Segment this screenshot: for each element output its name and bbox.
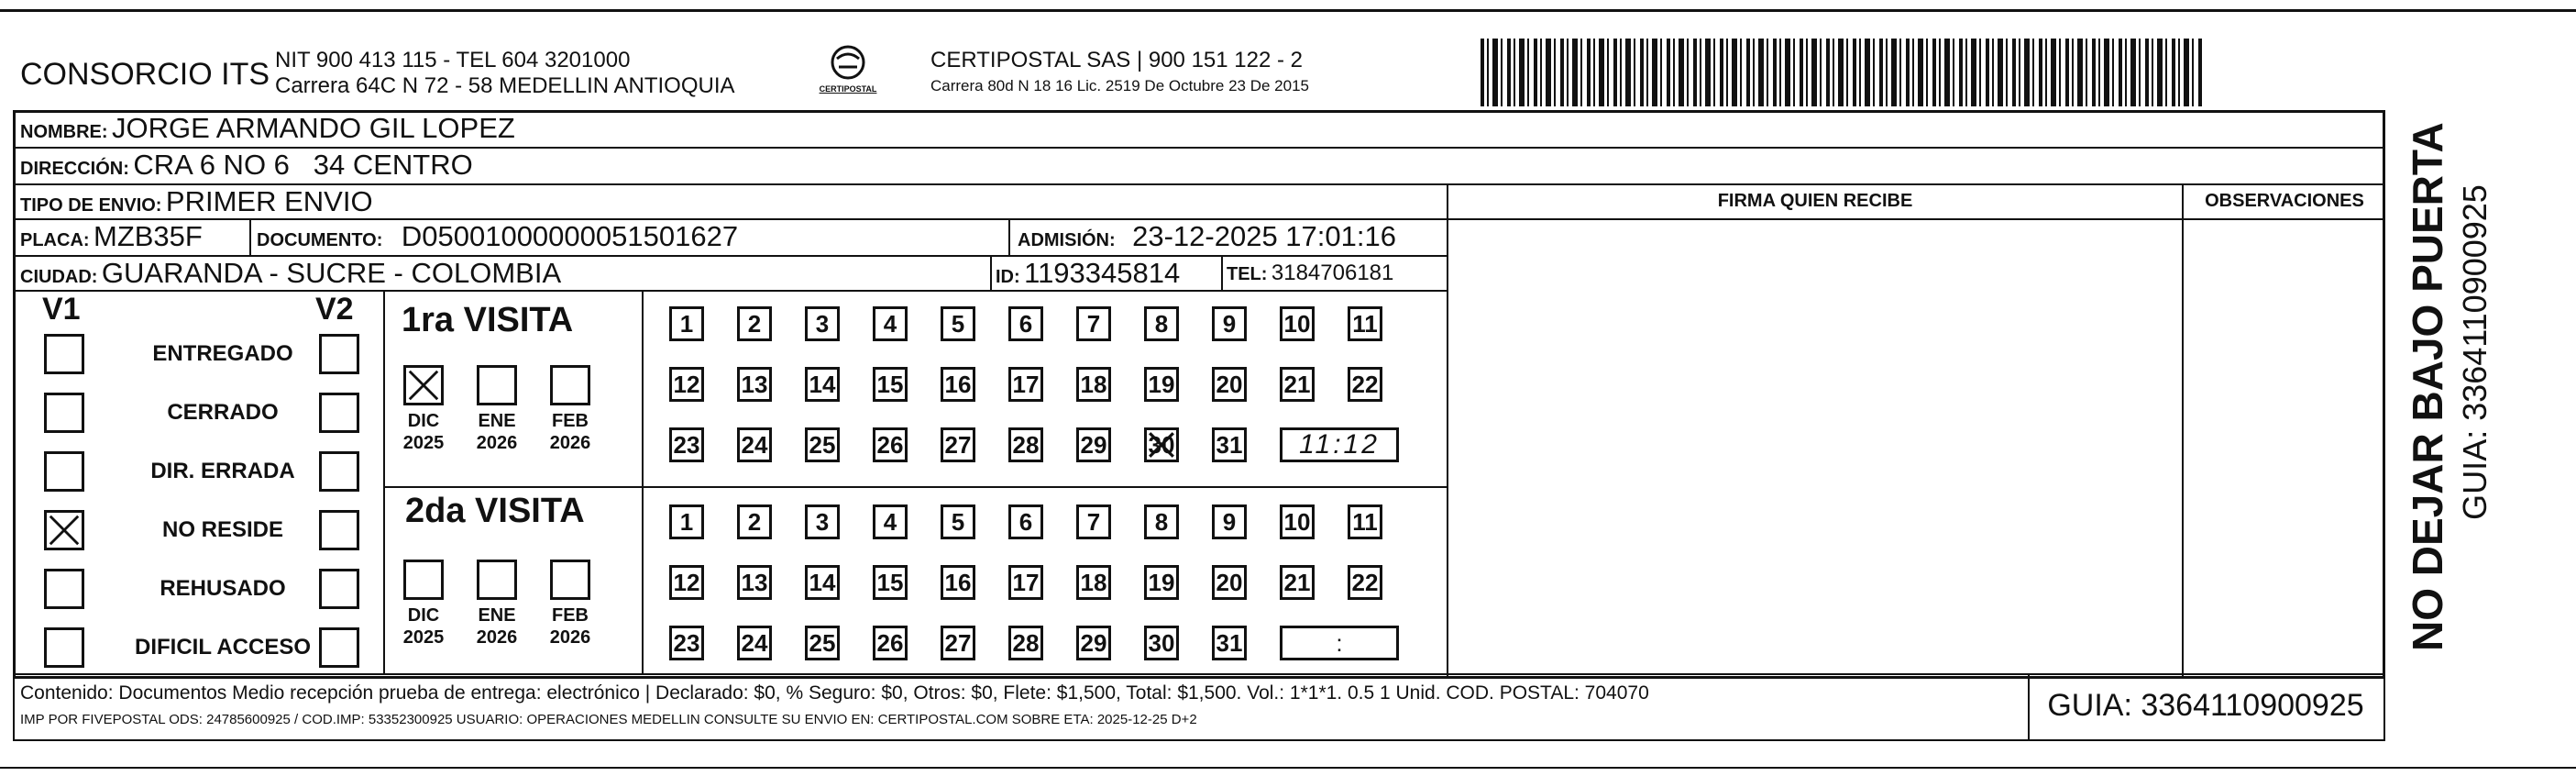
- v2-checkbox[interactable]: [319, 627, 359, 668]
- day-number: 15: [876, 371, 904, 398]
- tel-field: [1227, 261, 1393, 286]
- firma-header: FIRMA QUIEN RECIBE: [1717, 191, 1913, 211]
- v1-checkbox[interactable]: [44, 627, 84, 668]
- company-name: CONSORCIO ITS: [20, 57, 270, 92]
- barcode: [1481, 39, 2205, 106]
- status-label: REHUSADO: [160, 576, 286, 601]
- year-label: 2025: [402, 627, 445, 648]
- year-label: 2026: [549, 433, 591, 453]
- day-number: 12: [673, 569, 700, 596]
- id-label: ID:: [996, 267, 1020, 287]
- first-visit-day[interactable]: [1144, 427, 1179, 462]
- side-guia: GUIA: 3364110900925: [2456, 184, 2493, 520]
- nombre-label: NOMBRE:: [20, 122, 108, 142]
- first-visit-title: 1ra VISITA: [402, 301, 574, 339]
- nombre-field: [20, 112, 515, 145]
- second-visit-day[interactable]: [737, 565, 772, 600]
- day-number: 22: [1351, 371, 1379, 398]
- day-number: 12: [673, 371, 700, 398]
- day-number: 24: [741, 431, 768, 459]
- day-number: 26: [876, 431, 904, 459]
- first-visit-month-checkbox[interactable]: [477, 365, 517, 405]
- second-visit-day[interactable]: [1212, 626, 1247, 660]
- row-line: [13, 290, 1447, 292]
- status-label: DIFICIL ACCESO: [134, 635, 311, 660]
- day-number: 19: [1148, 371, 1175, 398]
- observaciones-header: OBSERVACIONES: [2205, 191, 2364, 211]
- second-visit-day[interactable]: [1280, 504, 1315, 539]
- first-visit-day[interactable]: [1212, 427, 1247, 462]
- second-visit-day[interactable]: [737, 504, 772, 539]
- x-mark-icon: [1147, 430, 1176, 460]
- courier-line1: CERTIPOSTAL SAS | 900 151 122 - 2: [930, 48, 1303, 72]
- v1-checkbox[interactable]: [44, 510, 84, 550]
- v1-checkbox[interactable]: [44, 393, 84, 433]
- month-label: FEB: [552, 411, 589, 431]
- courier-logo-icon: [807, 40, 889, 105]
- first-visit-day[interactable]: [941, 306, 975, 341]
- placa-label: PLACA:: [20, 230, 90, 250]
- col-line: [1008, 218, 1010, 255]
- col-line: [249, 218, 251, 255]
- courier-logo: [807, 40, 889, 105]
- status-label: ENTREGADO: [152, 341, 293, 366]
- day-number: 5: [951, 508, 965, 536]
- second-visit-month-checkbox[interactable]: [477, 560, 517, 600]
- tipo-field: [20, 185, 373, 218]
- second-visit-day[interactable]: [1076, 565, 1111, 600]
- second-visit-day[interactable]: [1144, 626, 1179, 660]
- month-label: ENE: [478, 605, 516, 626]
- tel-value: 3184706181: [1271, 261, 1394, 285]
- nombre-value: JORGE ARMANDO GIL LOPEZ: [112, 112, 515, 144]
- footer-print-line: IMP POR FIVEPOSTAL ODS: 24785600925 / COD.IMP: 53352300925 USUARIO: OPERACIONES MEDELLIN CONSULTE SU ENVIO EN: CERTIPOSTAL.COM SOBRE ETA: 2025-12-25 D+2: [20, 712, 1197, 727]
- col-line: [383, 290, 385, 673]
- day-number: 29: [1080, 629, 1107, 657]
- day-number: 13: [741, 371, 768, 398]
- second-visit-day[interactable]: [1144, 565, 1179, 600]
- day-number: 6: [1018, 508, 1033, 536]
- day-number: 10: [1283, 508, 1311, 536]
- first-visit-day[interactable]: [1076, 367, 1111, 402]
- v2-checkbox[interactable]: [319, 393, 359, 433]
- first-visit-day[interactable]: [873, 427, 908, 462]
- col-line: [990, 255, 992, 290]
- day-number: 3: [815, 508, 830, 536]
- col-line: [1221, 255, 1223, 290]
- day-number: 31: [1216, 431, 1243, 459]
- documento-value: D05001000000051501627: [401, 220, 739, 252]
- second-visit-day[interactable]: [805, 626, 840, 660]
- v1-checkbox[interactable]: [44, 569, 84, 609]
- v2-header: V2: [315, 292, 354, 327]
- time-value: :: [1336, 629, 1343, 657]
- day-number: 31: [1216, 629, 1243, 657]
- company-line1: NIT 900 413 115 - TEL 604 3201000: [275, 48, 631, 72]
- v2-checkbox[interactable]: [319, 510, 359, 550]
- month-label: ENE: [478, 411, 516, 431]
- v2-checkbox[interactable]: [319, 569, 359, 609]
- placa-value: MZB35F: [94, 220, 203, 252]
- first-visit-day[interactable]: [1008, 367, 1043, 402]
- col-line: [642, 290, 644, 673]
- day-number: 2: [747, 508, 762, 536]
- second-visit-time[interactable]: [1280, 626, 1399, 660]
- footer-content-line: Contenido: Documentos Medio recepción prueba de entrega: electrónico | Declarado: $0, % Seguro: $0, Otros: $0, Flete: $1,500, Total: $1,500. Vol.: 1*1*1. 0.5 1 Unid. COD. POSTAL: 704070: [20, 682, 1649, 704]
- visit-divider: [383, 486, 1447, 488]
- second-visit-day[interactable]: [669, 504, 704, 539]
- status-label: CERRADO: [167, 400, 279, 425]
- day-number: 27: [944, 629, 972, 657]
- second-visit-day[interactable]: [1008, 626, 1043, 660]
- status-label: DIR. ERRADA: [150, 459, 295, 483]
- bottom-edge-line: [0, 767, 2576, 769]
- second-visit-day[interactable]: [1008, 504, 1043, 539]
- first-visit-day[interactable]: [941, 367, 975, 402]
- first-visit-day[interactable]: [1212, 367, 1247, 402]
- day-number: 11: [1352, 508, 1378, 536]
- day-number: 18: [1080, 569, 1107, 596]
- v2-checkbox[interactable]: [319, 334, 359, 374]
- ciudad-value: GUARANDA - SUCRE - COLOMBIA: [101, 257, 562, 289]
- day-number: 26: [876, 629, 904, 657]
- second-visit-day[interactable]: [737, 626, 772, 660]
- first-visit-day[interactable]: [1008, 427, 1043, 462]
- second-visit-day[interactable]: [1144, 504, 1179, 539]
- tel-label: TEL:: [1227, 264, 1268, 284]
- day-number: 22: [1351, 569, 1379, 596]
- v1-checkbox[interactable]: [44, 451, 84, 492]
- second-visit-day[interactable]: [873, 504, 908, 539]
- first-visit-day[interactable]: [1144, 367, 1179, 402]
- day-number: 5: [951, 310, 965, 338]
- id-value: 1193345814: [1024, 257, 1181, 289]
- month-label: DIC: [407, 411, 440, 431]
- day-number: 29: [1080, 431, 1107, 459]
- admision-field: [1018, 220, 1396, 253]
- admision-label: ADMISIÓN:: [1018, 230, 1116, 250]
- first-visit-day[interactable]: [669, 306, 704, 341]
- company-line2: Carrera 64C N 72 - 58 MEDELLIN ANTIOQUIA: [275, 73, 735, 98]
- first-visit-day[interactable]: [1280, 367, 1315, 402]
- col-line: [2383, 673, 2385, 739]
- day-number: 23: [673, 629, 700, 657]
- day-number: 27: [944, 431, 972, 459]
- year-label: 2026: [476, 627, 518, 648]
- first-visit-day[interactable]: [805, 427, 840, 462]
- day-number: 13: [741, 569, 768, 596]
- footer-guia: GUIA: 3364110900925: [2047, 688, 2364, 723]
- day-number: 17: [1012, 569, 1040, 596]
- first-visit-day[interactable]: [1076, 427, 1111, 462]
- day-number: 16: [944, 371, 972, 398]
- first-visit-day[interactable]: [1144, 306, 1179, 341]
- ciudad-field: [20, 257, 561, 290]
- day-number: 14: [809, 569, 836, 596]
- day-number: 18: [1080, 371, 1107, 398]
- second-visit-day[interactable]: [941, 504, 975, 539]
- first-visit-day[interactable]: [737, 367, 772, 402]
- second-visit-day[interactable]: [941, 626, 975, 660]
- second-visit-month-checkbox[interactable]: [550, 560, 590, 600]
- time-value: 11:12: [1299, 429, 1380, 460]
- day-number: 25: [809, 629, 836, 657]
- month-label: FEB: [552, 605, 589, 626]
- first-visit-day[interactable]: [1280, 306, 1315, 341]
- first-visit-day[interactable]: [1212, 306, 1247, 341]
- first-visit-day[interactable]: [805, 367, 840, 402]
- first-visit-month-checkbox[interactable]: [550, 365, 590, 405]
- second-visit-day[interactable]: [669, 565, 704, 600]
- x-mark-icon: [406, 368, 441, 403]
- first-visit-day[interactable]: [941, 427, 975, 462]
- documento-field: [257, 220, 738, 253]
- day-number: 17: [1012, 371, 1040, 398]
- second-visit-day[interactable]: [1212, 504, 1247, 539]
- day-number: 30: [1148, 629, 1175, 657]
- second-visit-title: 2da VISITA: [405, 492, 585, 530]
- second-visit-day[interactable]: [669, 626, 704, 660]
- ciudad-label: CIUDAD:: [20, 267, 98, 287]
- second-visit-day[interactable]: [1348, 504, 1382, 539]
- second-visit-day[interactable]: [1076, 504, 1111, 539]
- second-visit-day[interactable]: [805, 504, 840, 539]
- v1-checkbox[interactable]: [44, 334, 84, 374]
- x-mark-icon: [47, 513, 82, 548]
- day-number: 10: [1283, 310, 1311, 338]
- first-visit-day[interactable]: [1076, 306, 1111, 341]
- first-visit-day[interactable]: [873, 306, 908, 341]
- day-number: 30: [1148, 431, 1175, 459]
- day-number: 20: [1216, 371, 1243, 398]
- tipo-value: PRIMER ENVIO: [165, 185, 373, 217]
- day-number: 21: [1283, 569, 1311, 596]
- day-number: 15: [876, 569, 904, 596]
- col-line: [13, 673, 15, 739]
- courier-logo-text: CERTIPOSTAL: [819, 84, 877, 94]
- day-number: 14: [809, 371, 836, 398]
- direccion-value: CRA 6 NO 6 34 CENTRO: [133, 149, 473, 181]
- second-visit-day[interactable]: [873, 626, 908, 660]
- day-number: 1: [679, 310, 694, 338]
- year-label: 2025: [402, 433, 445, 453]
- first-visit-day[interactable]: [873, 367, 908, 402]
- admision-value: 23-12-2025 17:01:16: [1132, 220, 1396, 252]
- second-visit-month-checkbox[interactable]: [403, 560, 444, 600]
- day-number: 2: [747, 310, 762, 338]
- direccion-field: [20, 149, 473, 182]
- day-number: 8: [1154, 508, 1169, 536]
- col-line: [1447, 183, 1448, 679]
- side-warning: NO DEJAR BAJO PUERTA: [2404, 122, 2451, 651]
- day-number: 11: [1352, 310, 1378, 338]
- first-visit-day[interactable]: [805, 306, 840, 341]
- courier-line2: Carrera 80d N 18 16 Lic. 2519 De Octubre 23 De 2015: [930, 77, 1309, 94]
- placa-field: [20, 220, 203, 253]
- col-line: [2182, 183, 2184, 679]
- v1-header: V1: [42, 292, 81, 327]
- second-visit-day[interactable]: [1348, 565, 1382, 600]
- day-number: 21: [1283, 371, 1311, 398]
- day-number: 9: [1222, 310, 1237, 338]
- first-visit-month-checkbox[interactable]: [403, 365, 444, 405]
- first-visit-day[interactable]: [1008, 306, 1043, 341]
- day-number: 6: [1018, 310, 1033, 338]
- first-visit-day[interactable]: [737, 306, 772, 341]
- first-visit-time[interactable]: [1280, 427, 1399, 462]
- second-visit-day[interactable]: [941, 565, 975, 600]
- day-number: 1: [679, 508, 694, 536]
- second-visit-day[interactable]: [1076, 626, 1111, 660]
- day-number: 24: [741, 629, 768, 657]
- day-number: 20: [1216, 569, 1243, 596]
- second-visit-day[interactable]: [1212, 565, 1247, 600]
- v2-checkbox[interactable]: [319, 451, 359, 492]
- day-number: 4: [883, 310, 897, 338]
- direccion-label: DIRECCIÓN:: [20, 159, 129, 179]
- day-number: 9: [1222, 508, 1237, 536]
- first-visit-day[interactable]: [737, 427, 772, 462]
- second-visit-day[interactable]: [1280, 565, 1315, 600]
- first-visit-day[interactable]: [669, 367, 704, 402]
- footer-bottom-line: [13, 739, 2385, 741]
- day-number: 7: [1086, 310, 1101, 338]
- status-label: NO RESIDE: [161, 517, 284, 542]
- year-label: 2026: [476, 433, 518, 453]
- day-number: 4: [883, 508, 897, 536]
- day-number: 28: [1012, 431, 1040, 459]
- day-number: 8: [1154, 310, 1169, 338]
- id-field: [996, 257, 1180, 290]
- day-number: 25: [809, 431, 836, 459]
- tipo-label: TIPO DE ENVIO:: [20, 195, 162, 216]
- day-number: 28: [1012, 629, 1040, 657]
- day-number: 16: [944, 569, 972, 596]
- top-edge-line: [0, 9, 2576, 12]
- first-visit-day[interactable]: [669, 427, 704, 462]
- year-label: 2026: [549, 627, 591, 648]
- day-number: 3: [815, 310, 830, 338]
- first-visit-day[interactable]: [1348, 367, 1382, 402]
- second-visit-day[interactable]: [1008, 565, 1043, 600]
- documento-label: DOCUMENTO:: [257, 230, 383, 250]
- second-visit-day[interactable]: [805, 565, 840, 600]
- first-visit-day[interactable]: [1348, 306, 1382, 341]
- day-number: 7: [1086, 508, 1101, 536]
- month-label: DIC: [407, 605, 440, 626]
- day-number: 19: [1148, 569, 1175, 596]
- day-number: 23: [673, 431, 700, 459]
- second-visit-day[interactable]: [873, 565, 908, 600]
